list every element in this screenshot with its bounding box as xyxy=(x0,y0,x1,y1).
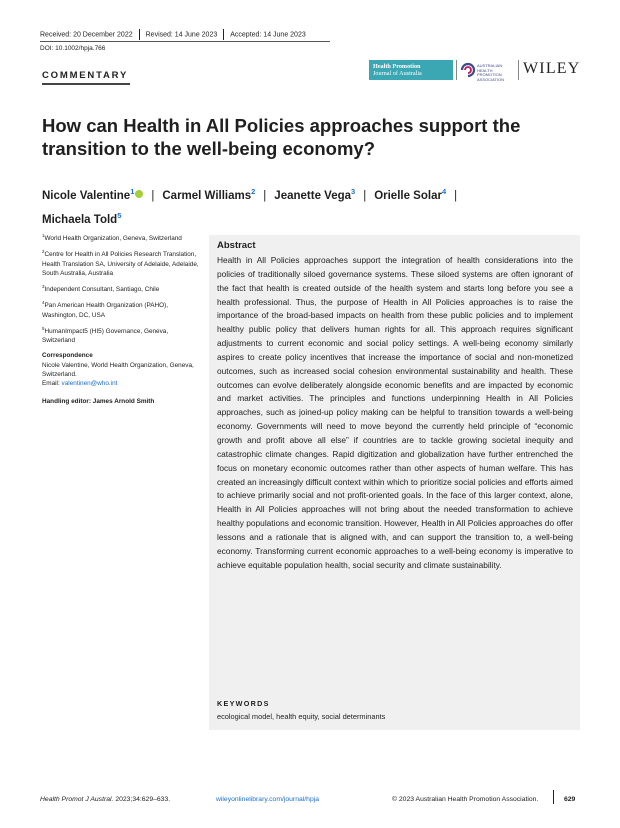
doi[interactable]: DOI: 10.1002/hpja.766 xyxy=(40,45,106,52)
affiliation-text: World Health Organization, Geneva, Switzerland xyxy=(44,235,182,243)
footer-journal: Health Promot J Austral. xyxy=(40,796,114,803)
journal-logo-line2: Journal of Australia xyxy=(373,70,422,77)
correspondence-email-line xyxy=(42,379,200,388)
abstract-text: Health in All Policies approaches support the integration of health considerations into the policies of traditionally siloed governance systems. These siloed systems are often ignorant of the fact that health is created outside of the health system and starts long before you see a health professional. Thus, the purpose of Health in All Policies approaches is to raise the importance of the broad-based impacts on health from these public policies and to implement healthy public policy that delivers human rights for all. This approach requires significant adjustments to current economic and social policy settings. A well-being economy similarly aspires to create policy incentives that increase the importance of social and non-monetized outcomes, such as increased social cohesion environmental sustainability and health. These outcomes can evolve deliberately alongside economic benefits and are impacted by economic and market activities. The principles and functions underpinning Health in All Policies approaches, such as joined-up policy making can be helpful to transition towards a well-being economy. Governments will need to move beyond the currently held principle of “economic growth and profit above all else” if countries are to tackle growing societal inequity and catastrophic climate changes. Rapid digitization and globalization have further entrenched the focus on monetary economic outcomes rather than other aspects of human welfare. This has created an increasingly difficult context within which to prioritize social policies and efforts aimed to achieve primarily social and not profit-oriented goals. In the face of this larger context, alone, Health in All Policies approaches will not bring about the needed transformation to achieve healthy populations and economic transition. However, Health in All Policies approaches do offer lessons and a rationale that is aligned with, and can support the transition to, a well-being economy. Transforming current economic approaches to a well-being economy is imperative to achieve equitable population health, social security and climate sustainability. xyxy=(217,255,573,570)
affiliation-number: 5 xyxy=(42,325,45,331)
publication-dates xyxy=(40,29,306,40)
page-number: 629 xyxy=(564,796,576,803)
author-affiliation-ref[interactable]: 2 xyxy=(251,187,256,196)
logo-divider xyxy=(456,60,457,80)
keywords-text: ecological model, health equity, social determinants xyxy=(217,712,386,721)
affiliation xyxy=(42,298,200,320)
header-divider xyxy=(40,41,330,42)
author-name[interactable]: Orielle Solar xyxy=(374,190,442,202)
author-name[interactable]: Michaela Told xyxy=(42,214,118,226)
affiliation xyxy=(42,247,200,278)
footer-volume: 2023;34:629–633. xyxy=(115,796,171,803)
affiliation xyxy=(42,282,200,294)
ahpa-line4: ASSOCIATION xyxy=(477,76,505,82)
author-separator: | xyxy=(363,190,367,202)
affiliation-number: 1 xyxy=(42,233,45,238)
affiliation-text: Centre for Health in All Policies Research Translation, Health Translation SA, University of Adelaide, Adelaide, South Australia, Australia xyxy=(42,251,199,277)
affiliations-column xyxy=(42,231,200,406)
affiliation xyxy=(42,231,200,243)
email-label: Email: xyxy=(42,380,60,388)
footer-citation xyxy=(40,796,170,803)
footer-divider xyxy=(553,790,554,804)
section-label: COMMENTARY xyxy=(42,70,129,81)
journal-logo-line1: Health Promotion xyxy=(373,63,421,70)
author-separator: | xyxy=(263,190,267,202)
author-separator: | xyxy=(151,190,155,202)
handling-editor: Handling editor: James Arnold Smith xyxy=(42,398,155,406)
affiliation-text: HumanImpact5 (HI5) Governance, Geneva, Switzerland xyxy=(42,328,169,345)
revised-date: Revised: 14 June 2023 xyxy=(145,31,218,39)
footer-copyright: © 2023 Australian Health Promotion Association. xyxy=(392,796,539,803)
accepted-date: Accepted: 14 June 2023 xyxy=(230,31,306,39)
ahpa-emblem-icon xyxy=(459,61,477,79)
publisher-logo: WILEY xyxy=(523,60,581,77)
correspondence-heading: Correspondence xyxy=(42,352,93,360)
footer-url-link[interactable]: wileyonlinelibrary.com/journal/hpja xyxy=(216,796,320,803)
author-affiliation-ref[interactable]: 5 xyxy=(117,211,122,220)
correspondence-email-link[interactable]: valentinen@who.int xyxy=(61,380,118,388)
abstract-heading: Abstract xyxy=(217,240,256,251)
affiliation-number: 3 xyxy=(42,284,45,290)
affiliation xyxy=(42,324,200,346)
logo-divider xyxy=(518,60,519,80)
ahpa-logo xyxy=(459,61,515,82)
author-affiliation-ref[interactable]: 1 xyxy=(130,187,135,196)
ahpa-line2: HEALTH xyxy=(477,67,493,73)
journal-logo xyxy=(369,60,453,80)
author-affiliation-ref[interactable]: 4 xyxy=(441,187,447,196)
affiliation-text: Pan American Health Organization (PAHO), Washington, DC, USA xyxy=(42,302,169,319)
orcid-icon[interactable] xyxy=(135,190,143,198)
section-label-underline xyxy=(42,83,130,85)
ahpa-line3: PROMOTION xyxy=(477,72,502,77)
affiliation-text: Independent Consultant, Santiago, Chile xyxy=(44,286,160,294)
article-title: How can Health in All Policies approaches support the transition to the well-being economy? xyxy=(42,115,521,159)
affiliation-number: 4 xyxy=(42,300,45,306)
author-name[interactable]: Nicole Valentine xyxy=(42,190,131,202)
author-name[interactable]: Carmel Williams xyxy=(162,190,252,202)
received-date: Received: 20 December 2022 xyxy=(40,31,133,39)
author-affiliation-ref[interactable]: 3 xyxy=(351,187,356,196)
author-list xyxy=(42,182,562,230)
affiliation-number: 2 xyxy=(42,249,45,255)
author-name[interactable]: Jeanette Vega xyxy=(274,190,352,202)
keywords-heading: KEYWORDS xyxy=(217,699,270,708)
correspondence-text: Nicole Valentine, World Health Organization, Geneva, Switzerland. xyxy=(42,361,194,378)
author-separator: | xyxy=(454,190,458,202)
ahpa-line1: AUSTRALIAN xyxy=(477,63,503,68)
